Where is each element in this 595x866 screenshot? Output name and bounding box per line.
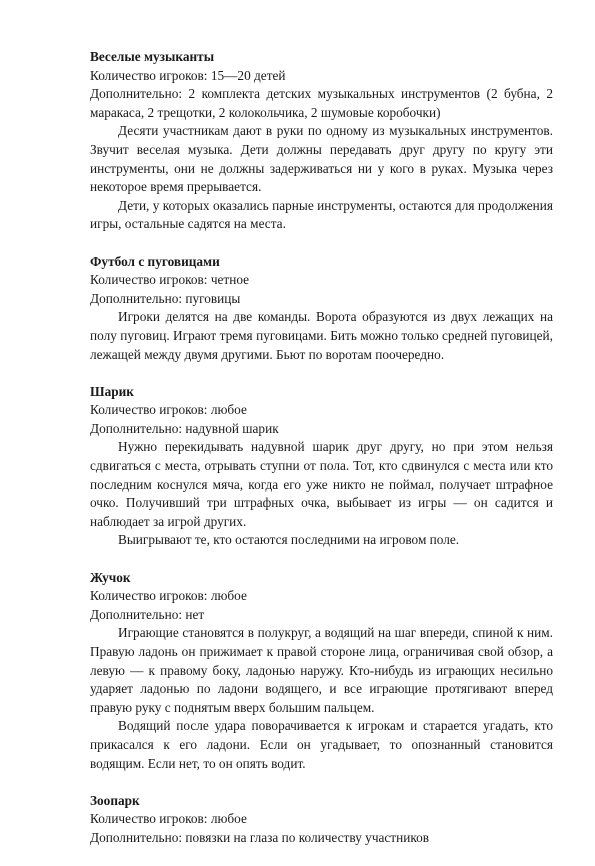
equipment-note: Дополнительно: 2 комплекта детских музыкальных инструментов (2 бубна, 2 маракаса, 2 трещотки, 2 колокольчика, 2 шумовые коробочки): [90, 86, 553, 120]
equipment-note: Дополнительно: пуговицы: [90, 290, 241, 306]
game-section: [90, 792, 553, 848]
player-count: Количество игроков: любое: [90, 402, 247, 418]
game-title: Футбол с пуговицами: [90, 253, 220, 269]
game-title: Зоопарк: [90, 792, 140, 808]
rules-paragraph: Дети, у которых оказались парные инструменты, остаются для продолжения игры, остальные садятся на места.: [90, 197, 553, 232]
game-section: [90, 569, 553, 774]
game-section: [90, 383, 553, 550]
game-title: Веселые музыканты: [90, 49, 215, 64]
game-section: [90, 253, 553, 365]
rules-paragraph: Выигрывают те, кто остаются последними на игровом поле.: [118, 532, 460, 548]
game-section: [90, 48, 553, 234]
game-title: Жучок: [90, 569, 131, 585]
player-count: Количество игроков: любое: [90, 588, 247, 604]
player-count: Количество игроков: четное: [90, 272, 250, 288]
rules-paragraph: Игроки делятся на две команды. Ворота образуются из двух лежащих на полу пуговиц. Играют тремя пуговицами. Бить можно только средней пуговицей, лежащей между двумя другими. Бьют по воротам поочередно.: [90, 309, 553, 362]
rules-paragraph: Десяти участникам дают в руки по одному из музыкальных инструментов. Звучит веселая музыка. Дети должны передавать друг другу по кругу эти инструменты, они не должны задерживаться ни у кого в руках. Музыка через некоторое время прерывается.: [90, 123, 553, 195]
equipment-note: Дополнительно: надувной шарик: [90, 420, 279, 436]
equipment-note: Дополнительно: повязки на глаза по количеству участников: [90, 829, 430, 845]
rules-paragraph: Играющие становятся в полукруг, а водящий на шаг впереди, спиной к ним. Правую ладонь он прижимает к правой стороне лица, ограничивая свой обзор, а левую — к правому боку, ладонью наружу. Кто-нибудь из играющих несильно ударяет ладонью по ладони водящего, и все играющие протягивают вперед правую руку с поднятым вверх большим пальцем.: [90, 625, 553, 715]
equipment-note: Дополнительно: нет: [90, 606, 205, 622]
document-content: [90, 48, 553, 866]
player-count: Количество игроков: 15—20 детей: [90, 67, 286, 83]
rules-paragraph: Нужно перекидывать надувной шарик друг другу, но при этом нельзя сдвигаться с места, отрывать ступни от пола. Тот, кто сдвинулся с места или кто последним коснулся мяча, когда его уже никто не поймал, получает штрафное очко. Получивший три штрафных очка, выбывает из игры — он садится и наблюдает за игрой других.: [90, 439, 553, 529]
game-title: Шарик: [90, 383, 134, 399]
player-count: Количество игроков: любое: [90, 811, 247, 827]
rules-paragraph: Водящий после удара поворачивается к игрокам и старается угадать, кто прикасался к его ладони. Если он угадывает, то опознанный становится водящим. Если нет, то он опять водит.: [90, 718, 553, 771]
